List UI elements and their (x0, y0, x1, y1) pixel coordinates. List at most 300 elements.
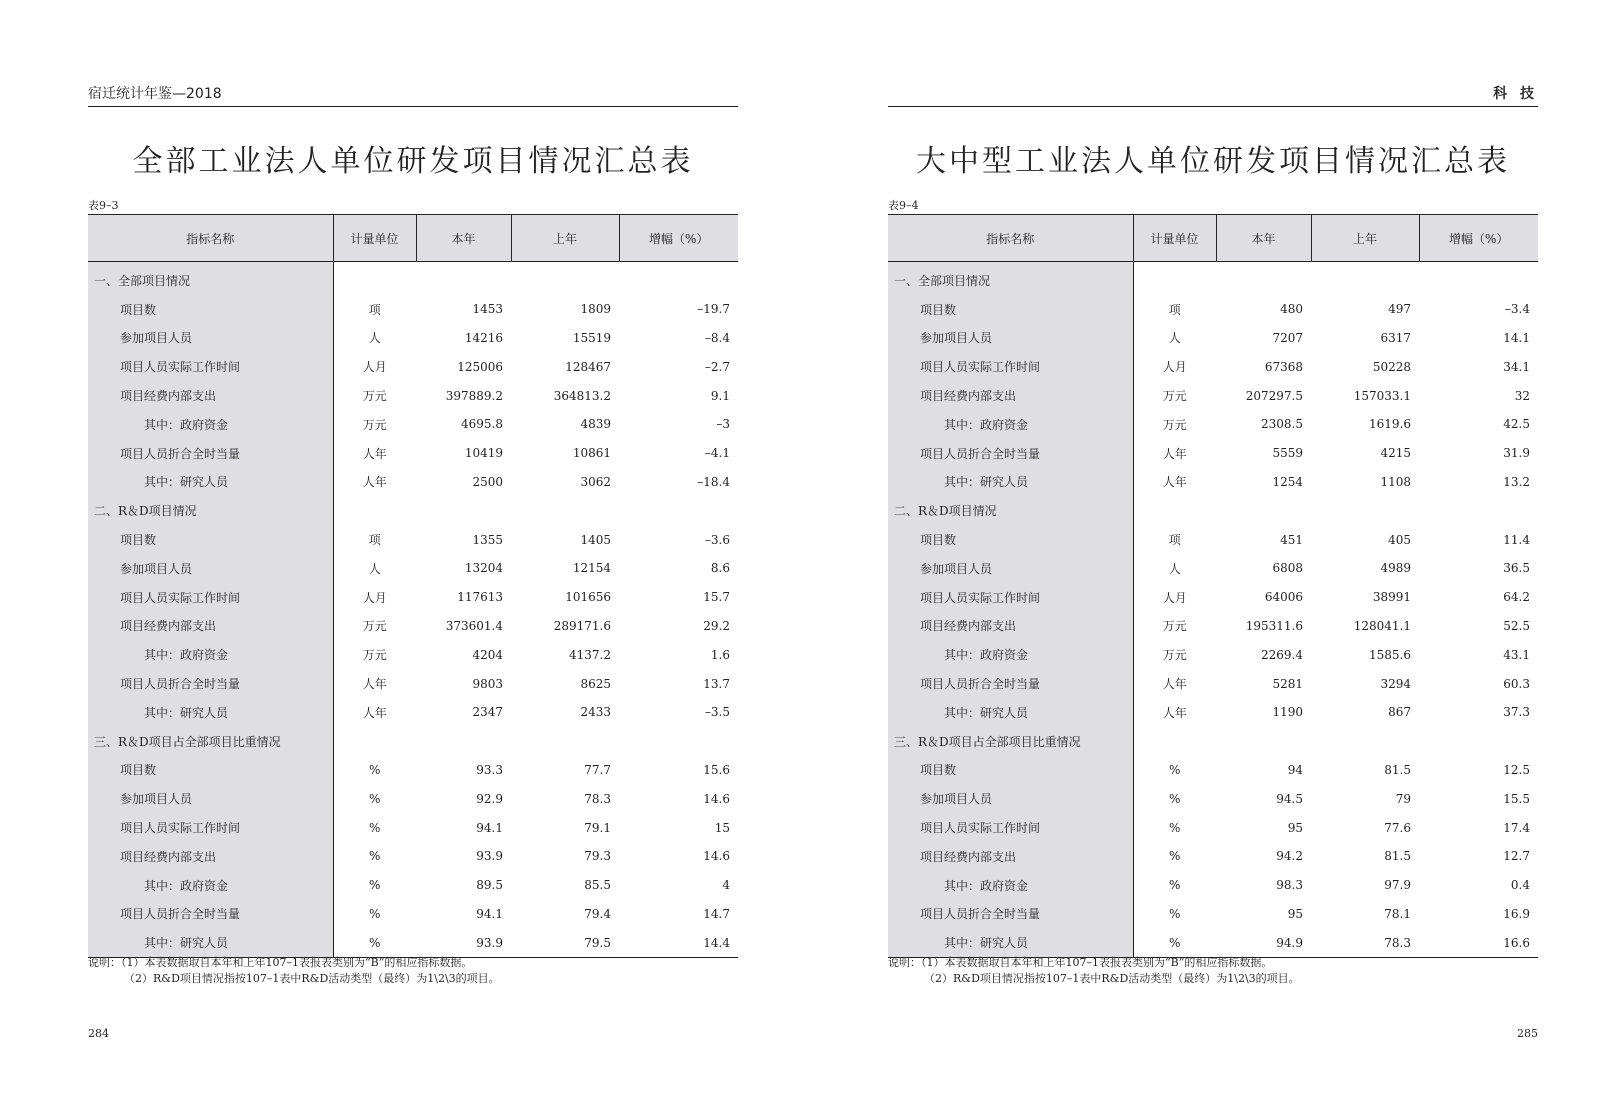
indicator-name: 项目人员折合全时当量 (88, 669, 333, 698)
previous-year-value: 289171.6 (553, 618, 611, 633)
current-year-value: 9803 (472, 676, 503, 691)
indicator-name: 参加项目人员 (88, 554, 333, 583)
growth-rate (619, 262, 738, 295)
table-row (888, 583, 1538, 612)
current-year-value (416, 262, 511, 295)
growth-rate: 12.5 (1503, 762, 1530, 777)
previous-year-value: 4215 (1380, 446, 1411, 461)
unit-cell: 万元 (1162, 417, 1187, 432)
current-year-value: 98.3 (1276, 878, 1303, 893)
current-year-value: 2308.5 (1261, 417, 1303, 432)
running-head (88, 84, 738, 107)
unit-cell: 人月 (1162, 360, 1187, 375)
previous-year-value: 79.5 (511, 928, 619, 957)
table-row (88, 525, 738, 554)
column-header: 指标名称 (88, 215, 333, 262)
unit-cell: 万元 (362, 619, 387, 634)
table-row (88, 669, 738, 698)
previous-year-value: 128041.1 (1353, 618, 1411, 633)
growth-rate: 13.7 (703, 676, 730, 691)
previous-year-value (1311, 262, 1419, 295)
unit-cell: 万元 (1162, 648, 1187, 663)
table-row (888, 698, 1538, 727)
note-line: （2）R&D项目情况指按107–1表中R&D活动类型（最终）为1\2\3的项目。 (924, 972, 1300, 985)
column-header: 上年 (1311, 215, 1419, 262)
previous-year-value: 78.3 (584, 791, 611, 806)
indicator-name: 项目数 (88, 756, 333, 785)
indicator-name: 项目经费内部支出 (888, 612, 1133, 641)
unit-cell (1133, 727, 1216, 756)
unit-cell: 人年 (1162, 677, 1187, 692)
previous-year-value (1311, 496, 1419, 525)
indicator-name: 其中：政府资金 (88, 640, 333, 669)
current-year-value: 480 (1280, 302, 1303, 317)
section-row (888, 727, 1538, 756)
indicator-name: 参加项目人员 (888, 324, 1133, 353)
previous-year-value: 38991 (1372, 590, 1411, 605)
table-row (888, 928, 1538, 957)
table-row (88, 554, 738, 583)
previous-year-value: 4989 (1380, 561, 1411, 576)
running-head-text: 宿迁统计年鉴—2018 (88, 86, 222, 102)
table-row (88, 468, 738, 497)
indicator-name: 其中：政府资金 (88, 410, 333, 439)
right-page (888, 0, 1538, 1099)
unit-cell: % (333, 928, 416, 957)
section-row (888, 496, 1538, 525)
table-row (888, 295, 1538, 324)
growth-rate: 42.5 (1503, 417, 1530, 432)
table-row (88, 813, 738, 842)
table-row (888, 900, 1538, 929)
growth-rate: 8.6 (710, 561, 730, 576)
previous-year-value: 1585.6 (1369, 647, 1411, 662)
table-code: 表9–3 (88, 199, 119, 212)
indicator-name: 其中：政府资金 (888, 871, 1133, 900)
indicator-name: 项目数 (888, 295, 1133, 324)
growth-rate (1419, 496, 1538, 525)
current-year-value: 14216 (464, 330, 503, 345)
indicator-name: 其中：研究人员 (88, 698, 333, 727)
table-row (88, 381, 738, 410)
unit-cell: % (369, 906, 381, 921)
growth-rate (619, 496, 738, 525)
current-year-value: 4204 (472, 647, 503, 662)
previous-year-value: 1809 (580, 302, 611, 317)
indicator-name: 项目人员实际工作时间 (888, 813, 1133, 842)
table-row (88, 784, 738, 813)
growth-rate: 36.5 (1503, 561, 1530, 576)
indicator-name: 项目经费内部支出 (88, 612, 333, 641)
growth-rate: 12.7 (1503, 849, 1530, 864)
left-page (88, 0, 738, 1099)
previous-year-value: 50228 (1372, 359, 1411, 374)
current-year-value: 2500 (472, 474, 503, 489)
table-header-row (88, 215, 738, 262)
growth-rate: 14.1 (1503, 330, 1530, 345)
growth-rate: –19.7 (697, 302, 730, 317)
previous-year-value: 79 (1395, 791, 1411, 806)
growth-rate: 34.1 (1503, 359, 1530, 374)
unit-cell: 万元 (1162, 619, 1187, 634)
table-row (88, 900, 738, 929)
unit-cell (333, 262, 416, 295)
previous-year-value: 78.3 (1311, 928, 1419, 957)
indicator-name: 参加项目人员 (888, 784, 1133, 813)
current-year-value: 93.9 (416, 928, 511, 957)
unit-cell: % (369, 849, 381, 864)
growth-rate: 13.2 (1503, 474, 1530, 489)
indicator-name: 项目经费内部支出 (88, 381, 333, 410)
previous-year-value: 85.5 (584, 878, 611, 893)
previous-year-value: 405 (1388, 532, 1411, 547)
indicator-name: 参加项目人员 (88, 324, 333, 353)
unit-cell: % (369, 820, 381, 835)
current-year-value: 94.9 (1216, 928, 1311, 957)
indicator-name: 项目经费内部支出 (88, 842, 333, 871)
unit-cell (333, 496, 416, 525)
indicator-name: 一、全部项目情况 (888, 262, 1133, 295)
growth-rate: 11.4 (1503, 532, 1530, 547)
table-row (88, 756, 738, 785)
previous-year-value: 128467 (565, 359, 611, 374)
previous-year-value: 8625 (580, 676, 611, 691)
current-year-value: 2347 (472, 705, 503, 720)
unit-cell: 人年 (362, 446, 387, 461)
unit-cell: 人年 (362, 677, 387, 692)
unit-cell: % (1169, 791, 1181, 806)
previous-year-value: 15519 (572, 330, 611, 345)
growth-rate: 52.5 (1503, 618, 1530, 633)
table-row (88, 928, 738, 957)
column-header: 指标名称 (888, 215, 1133, 262)
unit-cell: 万元 (362, 648, 387, 663)
unit-cell: 人年 (1162, 475, 1187, 490)
indicator-name: 项目数 (88, 525, 333, 554)
growth-rate: 29.2 (703, 618, 730, 633)
current-year-value: 4695.8 (461, 417, 503, 432)
table-row (888, 324, 1538, 353)
current-year-value: 94.1 (476, 906, 503, 921)
current-year-value: 1254 (1272, 474, 1303, 489)
indicator-name: 项目人员折合全时当量 (88, 439, 333, 468)
current-year-value: 93.9 (476, 849, 503, 864)
growth-rate: 16.9 (1503, 906, 1530, 921)
column-header: 上年 (511, 215, 619, 262)
growth-rate: 1.6 (710, 647, 730, 662)
current-year-value: 207297.5 (1245, 388, 1303, 403)
current-year-value: 10419 (464, 446, 503, 461)
table-row (88, 583, 738, 612)
unit-cell: % (369, 762, 381, 777)
current-year-value (1216, 262, 1311, 295)
table-row (888, 784, 1538, 813)
growth-rate: 14.4 (619, 928, 738, 957)
page-number: 284 (88, 1027, 109, 1040)
indicator-name: 项目人员实际工作时间 (888, 583, 1133, 612)
table-row (888, 842, 1538, 871)
growth-rate: 15.6 (703, 762, 730, 777)
unit-cell: 人 (1168, 561, 1181, 576)
section-row (888, 262, 1538, 295)
table-row (888, 813, 1538, 842)
indicator-name: 项目人员折合全时当量 (888, 439, 1133, 468)
note-line: 说明：（1）本表数据取自本年和上年107–1表报表类别为“B”的相应指标数据。 (88, 956, 473, 969)
previous-year-value: 12154 (572, 561, 611, 576)
current-year-value (1216, 727, 1311, 756)
table-header-row (888, 215, 1538, 262)
indicator-name: 其中：政府资金 (888, 410, 1133, 439)
unit-cell: % (369, 791, 381, 806)
current-year-value: 397889.2 (445, 388, 503, 403)
growth-rate: 37.3 (1503, 705, 1530, 720)
growth-rate (1419, 727, 1538, 756)
growth-rate: –18.4 (697, 474, 730, 489)
table-row (88, 612, 738, 641)
current-year-value: 64006 (1264, 590, 1303, 605)
indicator-name: 项目人员实际工作时间 (88, 813, 333, 842)
growth-rate: 32 (1514, 388, 1530, 403)
current-year-value (1216, 496, 1311, 525)
indicator-name: 二、R＆D项目情况 (88, 496, 333, 525)
previous-year-value: 79.1 (584, 820, 611, 835)
previous-year-value: 2433 (580, 705, 611, 720)
table-row (888, 352, 1538, 381)
table-row (888, 525, 1538, 554)
unit-cell: % (1169, 906, 1181, 921)
table-row (888, 554, 1538, 583)
previous-year-value: 867 (1388, 705, 1411, 720)
stats-table (888, 214, 1538, 958)
table-row (888, 612, 1538, 641)
previous-year-value (1311, 727, 1419, 756)
growth-rate: 15.5 (1503, 791, 1530, 806)
previous-year-value: 78.1 (1384, 906, 1411, 921)
table-notes (888, 955, 1300, 987)
unit-cell: 万元 (1162, 389, 1187, 404)
indicator-name: 项目人员实际工作时间 (88, 352, 333, 381)
table-row (88, 842, 738, 871)
unit-cell (1133, 262, 1216, 295)
column-header: 本年 (416, 215, 511, 262)
growth-rate (1419, 262, 1538, 295)
previous-year-value: 79.3 (584, 849, 611, 864)
growth-rate: 14.7 (703, 906, 730, 921)
growth-rate: 15 (714, 820, 730, 835)
current-year-value: 7207 (1272, 330, 1303, 345)
unit-cell: % (1169, 878, 1181, 893)
table-row (888, 871, 1538, 900)
previous-year-value: 101656 (565, 590, 611, 605)
previous-year-value: 77.6 (1384, 820, 1411, 835)
table-row (888, 468, 1538, 497)
growth-rate: 14.6 (703, 849, 730, 864)
growth-rate: –4.1 (704, 446, 730, 461)
column-header: 本年 (1216, 215, 1311, 262)
unit-cell: % (1169, 849, 1181, 864)
unit-cell (1133, 496, 1216, 525)
previous-year-value: 6317 (1380, 330, 1411, 345)
unit-cell: 人 (368, 561, 381, 576)
page-title: 全部工业法人单位研发项目情况汇总表 (132, 144, 694, 179)
table-row (88, 439, 738, 468)
indicator-name: 其中：研究人员 (88, 928, 333, 957)
unit-cell: 项 (1168, 533, 1181, 548)
growth-rate: 14.6 (703, 791, 730, 806)
current-year-value: 5281 (1272, 676, 1303, 691)
indicator-name: 项目人员实际工作时间 (888, 352, 1133, 381)
table-row (888, 410, 1538, 439)
growth-rate: 16.6 (1419, 928, 1538, 957)
table-notes (88, 955, 500, 987)
previous-year-value (511, 727, 619, 756)
table-row (88, 698, 738, 727)
indicator-name: 其中：研究人员 (888, 468, 1133, 497)
previous-year-value: 4137.2 (569, 647, 611, 662)
column-header: 增幅（%） (619, 215, 738, 262)
unit-cell: % (1133, 928, 1216, 957)
previous-year-value: 4839 (580, 417, 611, 432)
table-row (888, 439, 1538, 468)
unit-cell: 人年 (1162, 446, 1187, 461)
growth-rate: 9.1 (710, 388, 730, 403)
growth-rate: –3.5 (704, 705, 730, 720)
growth-rate: 17.4 (1503, 820, 1530, 835)
indicator-name: 其中：研究人员 (888, 928, 1133, 957)
current-year-value: 95 (1287, 820, 1303, 835)
growth-rate: –8.4 (704, 330, 730, 345)
previous-year-value: 3294 (1380, 676, 1411, 691)
growth-rate: –3.6 (704, 532, 730, 547)
growth-rate: –3.4 (1504, 302, 1530, 317)
table-row (888, 669, 1538, 698)
previous-year-value: 77.7 (584, 762, 611, 777)
previous-year-value: 364813.2 (553, 388, 611, 403)
current-year-value: 94.2 (1276, 849, 1303, 864)
column-header: 增幅（%） (1419, 215, 1538, 262)
current-year-value: 93.3 (476, 762, 503, 777)
page-title: 大中型工业法人单位研发项目情况汇总表 (916, 144, 1510, 179)
growth-rate: 15.7 (703, 590, 730, 605)
section-row (88, 262, 738, 295)
current-year-value: 89.5 (476, 878, 503, 893)
growth-rate: –3 (716, 417, 730, 432)
current-year-value (416, 496, 511, 525)
table-row (88, 352, 738, 381)
unit-cell: 人年 (362, 705, 387, 720)
current-year-value: 2269.4 (1261, 647, 1303, 662)
indicator-name: 其中：政府资金 (88, 871, 333, 900)
indicator-name: 项目经费内部支出 (888, 842, 1133, 871)
table-row (88, 295, 738, 324)
indicator-name: 二、R＆D项目情况 (888, 496, 1133, 525)
indicator-name: 项目人员实际工作时间 (88, 583, 333, 612)
current-year-value: 67368 (1264, 359, 1303, 374)
current-year-value: 195311.6 (1245, 618, 1303, 633)
current-year-value: 94 (1287, 762, 1303, 777)
page-number: 285 (1517, 1027, 1538, 1040)
indicator-name: 项目人员折合全时当量 (888, 669, 1133, 698)
current-year-value: 1355 (472, 532, 503, 547)
unit-cell: 人月 (362, 590, 387, 605)
current-year-value: 94.5 (1276, 791, 1303, 806)
current-year-value: 92.9 (476, 791, 503, 806)
unit-cell: 万元 (362, 417, 387, 432)
growth-rate: 60.3 (1503, 676, 1530, 691)
current-year-value: 94.1 (476, 820, 503, 835)
indicator-name: 三、R＆D项目占全部项目比重情况 (888, 727, 1133, 756)
unit-cell: 人年 (362, 475, 387, 490)
table-row (888, 756, 1538, 785)
indicator-name: 项目经费内部支出 (888, 381, 1133, 410)
previous-year-value: 81.5 (1384, 762, 1411, 777)
column-header: 计量单位 (1133, 215, 1216, 262)
unit-cell: % (1169, 820, 1181, 835)
previous-year-value: 81.5 (1384, 849, 1411, 864)
growth-rate (619, 727, 738, 756)
indicator-name: 其中：研究人员 (88, 468, 333, 497)
current-year-value: 1453 (472, 302, 503, 317)
current-year-value: 6808 (1272, 561, 1303, 576)
table-row (888, 640, 1538, 669)
current-year-value: 117613 (457, 590, 503, 605)
previous-year-value: 497 (1388, 302, 1411, 317)
section-row (88, 727, 738, 756)
current-year-value: 1190 (1272, 705, 1303, 720)
indicator-name: 其中：研究人员 (888, 698, 1133, 727)
running-head (888, 84, 1538, 107)
unit-cell: 人年 (1162, 705, 1187, 720)
growth-rate: 0.4 (1510, 878, 1530, 893)
unit-cell: 人月 (362, 360, 387, 375)
running-head-text: 科 技 (1493, 86, 1538, 102)
unit-cell: 项 (368, 302, 381, 317)
section-row (88, 496, 738, 525)
note-line: 说明：（1）本表数据取自本年和上年107–1表报表类别为“B”的相应指标数据。 (888, 956, 1273, 969)
unit-cell: 项 (368, 533, 381, 548)
current-year-value: 451 (1280, 532, 1303, 547)
previous-year-value: 3062 (580, 474, 611, 489)
indicator-name: 参加项目人员 (888, 554, 1133, 583)
indicator-name: 参加项目人员 (88, 784, 333, 813)
stats-table (88, 214, 738, 958)
column-header: 计量单位 (333, 215, 416, 262)
growth-rate: 31.9 (1503, 446, 1530, 461)
indicator-name: 项目人员折合全时当量 (88, 900, 333, 929)
table-row (88, 871, 738, 900)
current-year-value (416, 727, 511, 756)
unit-cell: 人月 (1162, 590, 1187, 605)
current-year-value: 13204 (464, 561, 503, 576)
table-row (88, 410, 738, 439)
indicator-name: 三、R＆D项目占全部项目比重情况 (88, 727, 333, 756)
unit-cell: 项 (1168, 302, 1181, 317)
unit-cell: % (369, 878, 381, 893)
previous-year-value: 10861 (572, 446, 611, 461)
current-year-value: 95 (1287, 906, 1303, 921)
growth-rate: 43.1 (1503, 647, 1530, 662)
previous-year-value: 157033.1 (1353, 388, 1411, 403)
current-year-value: 373601.4 (445, 618, 503, 633)
previous-year-value (511, 496, 619, 525)
unit-cell: % (1169, 762, 1181, 777)
note-line: （2）R&D项目情况指按107–1表中R&D活动类型（最终）为1\2\3的项目。 (124, 972, 500, 985)
growth-rate: 4 (722, 878, 730, 893)
previous-year-value: 97.9 (1384, 878, 1411, 893)
indicator-name: 一、全部项目情况 (88, 262, 333, 295)
current-year-value: 125006 (457, 359, 503, 374)
previous-year-value: 1405 (580, 532, 611, 547)
